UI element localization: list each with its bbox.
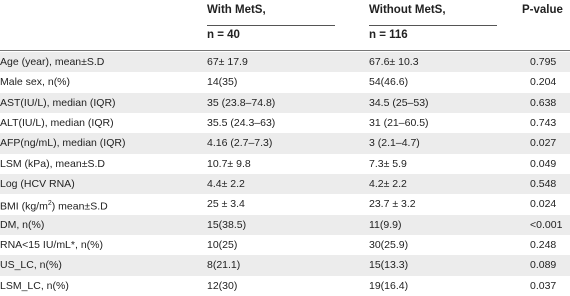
- without-mets-value: 34.5 (25–53): [369, 96, 429, 109]
- without-mets-value: 4.2± 2.2: [369, 178, 407, 191]
- p-value: 0.027: [530, 137, 557, 150]
- table-header: [0, 0, 570, 52]
- col-pvalue-title: P-value: [522, 4, 563, 16]
- with-mets-value: 25 ± 3.4: [207, 198, 245, 211]
- row-label: DM, n(%): [0, 218, 45, 231]
- with-mets-value: 12(30): [207, 279, 238, 292]
- row-label: ALT(IU/L), median (IQR): [0, 117, 114, 130]
- table-row: [0, 113, 570, 133]
- p-value: 0.248: [530, 239, 557, 252]
- row-label: AFP(ng/mL), median (IQR): [0, 137, 126, 150]
- header-divider: [0, 50, 570, 51]
- col-with-mets-title: With MetS,: [207, 4, 266, 16]
- with-mets-value: 35 (23.8–74.8): [207, 96, 276, 109]
- with-mets-value: 10(25): [207, 239, 238, 252]
- with-mets-value: 8(21.1): [207, 259, 241, 272]
- row-label: LSM_LC, n(%): [0, 279, 69, 292]
- with-mets-value: 10.7± 9.8: [207, 157, 251, 170]
- without-mets-value: 19(16.4): [369, 279, 409, 292]
- without-mets-value: 31 (21–60.5): [369, 117, 429, 130]
- without-mets-value: 54(46.6): [369, 76, 409, 89]
- row-label-post: ) mean±S.D: [51, 200, 108, 213]
- with-mets-value: 35.5 (24.3–63): [207, 117, 276, 130]
- p-value: 0.037: [530, 279, 557, 292]
- col-without-mets-underline: [369, 25, 497, 26]
- p-value: 0.049: [530, 157, 557, 170]
- row-label: AST(IU/L), median (IQR): [0, 96, 116, 109]
- table-row: [0, 235, 570, 255]
- table-row: [0, 72, 570, 92]
- col-without-mets-title: Without MetS,: [369, 4, 446, 16]
- row-label: RNA<15 IU/mL*, n(%): [0, 239, 103, 252]
- col-with-mets-n: n = 40: [207, 29, 240, 41]
- without-mets-value: 23.7 ± 3.2: [369, 198, 416, 211]
- without-mets-value: 15(13.3): [369, 259, 409, 272]
- without-mets-value: 3 (2.1–4.7): [369, 137, 420, 150]
- p-value: 0.548: [530, 178, 557, 191]
- table-row: [0, 174, 570, 194]
- p-value: 0.795: [530, 56, 557, 68]
- without-mets-value: 67.6± 10.3: [369, 56, 419, 68]
- table-row: [0, 93, 570, 113]
- row-label-pre: BMI (kg/m: [0, 200, 48, 213]
- row-label: [0, 194, 108, 217]
- row-label: Male sex, n(%): [0, 76, 71, 89]
- with-mets-value: 67± 17.9: [207, 56, 248, 68]
- with-mets-value: 4.16 (2.7–7.3): [207, 137, 273, 150]
- row-label: US_LC, n(%): [0, 259, 62, 272]
- row-label-sup: 2: [47, 200, 52, 208]
- table-row: [0, 255, 570, 275]
- row-label: LSM (kPa), mean±S.D: [0, 157, 105, 170]
- p-value: 0.204: [530, 76, 557, 89]
- col-with-mets-underline: [207, 25, 335, 26]
- row-label: Log (HCV RNA): [0, 178, 75, 191]
- table-row: [0, 52, 570, 72]
- with-mets-value: 15(38.5): [207, 218, 247, 231]
- table-row: [0, 154, 570, 174]
- without-mets-value: 7.3± 5.9: [369, 157, 407, 170]
- table-row: [0, 194, 570, 214]
- table-row: [0, 276, 570, 296]
- with-mets-value: 14(35): [207, 76, 238, 89]
- col-without-mets-n: n = 116: [369, 29, 408, 41]
- without-mets-value: 30(25.9): [369, 239, 409, 252]
- p-value: 0.089: [530, 259, 557, 272]
- with-mets-value: 4.4± 2.2: [207, 178, 245, 191]
- without-mets-value: 11(9.9): [369, 218, 402, 231]
- p-value: 0.638: [530, 96, 557, 109]
- row-label: Age (year), mean±S.D: [0, 56, 105, 68]
- table-row: [0, 215, 570, 235]
- p-value: 0.024: [530, 198, 557, 211]
- table-row: [0, 133, 570, 153]
- p-value: 0.743: [530, 117, 557, 130]
- p-value: <0.001: [530, 218, 563, 231]
